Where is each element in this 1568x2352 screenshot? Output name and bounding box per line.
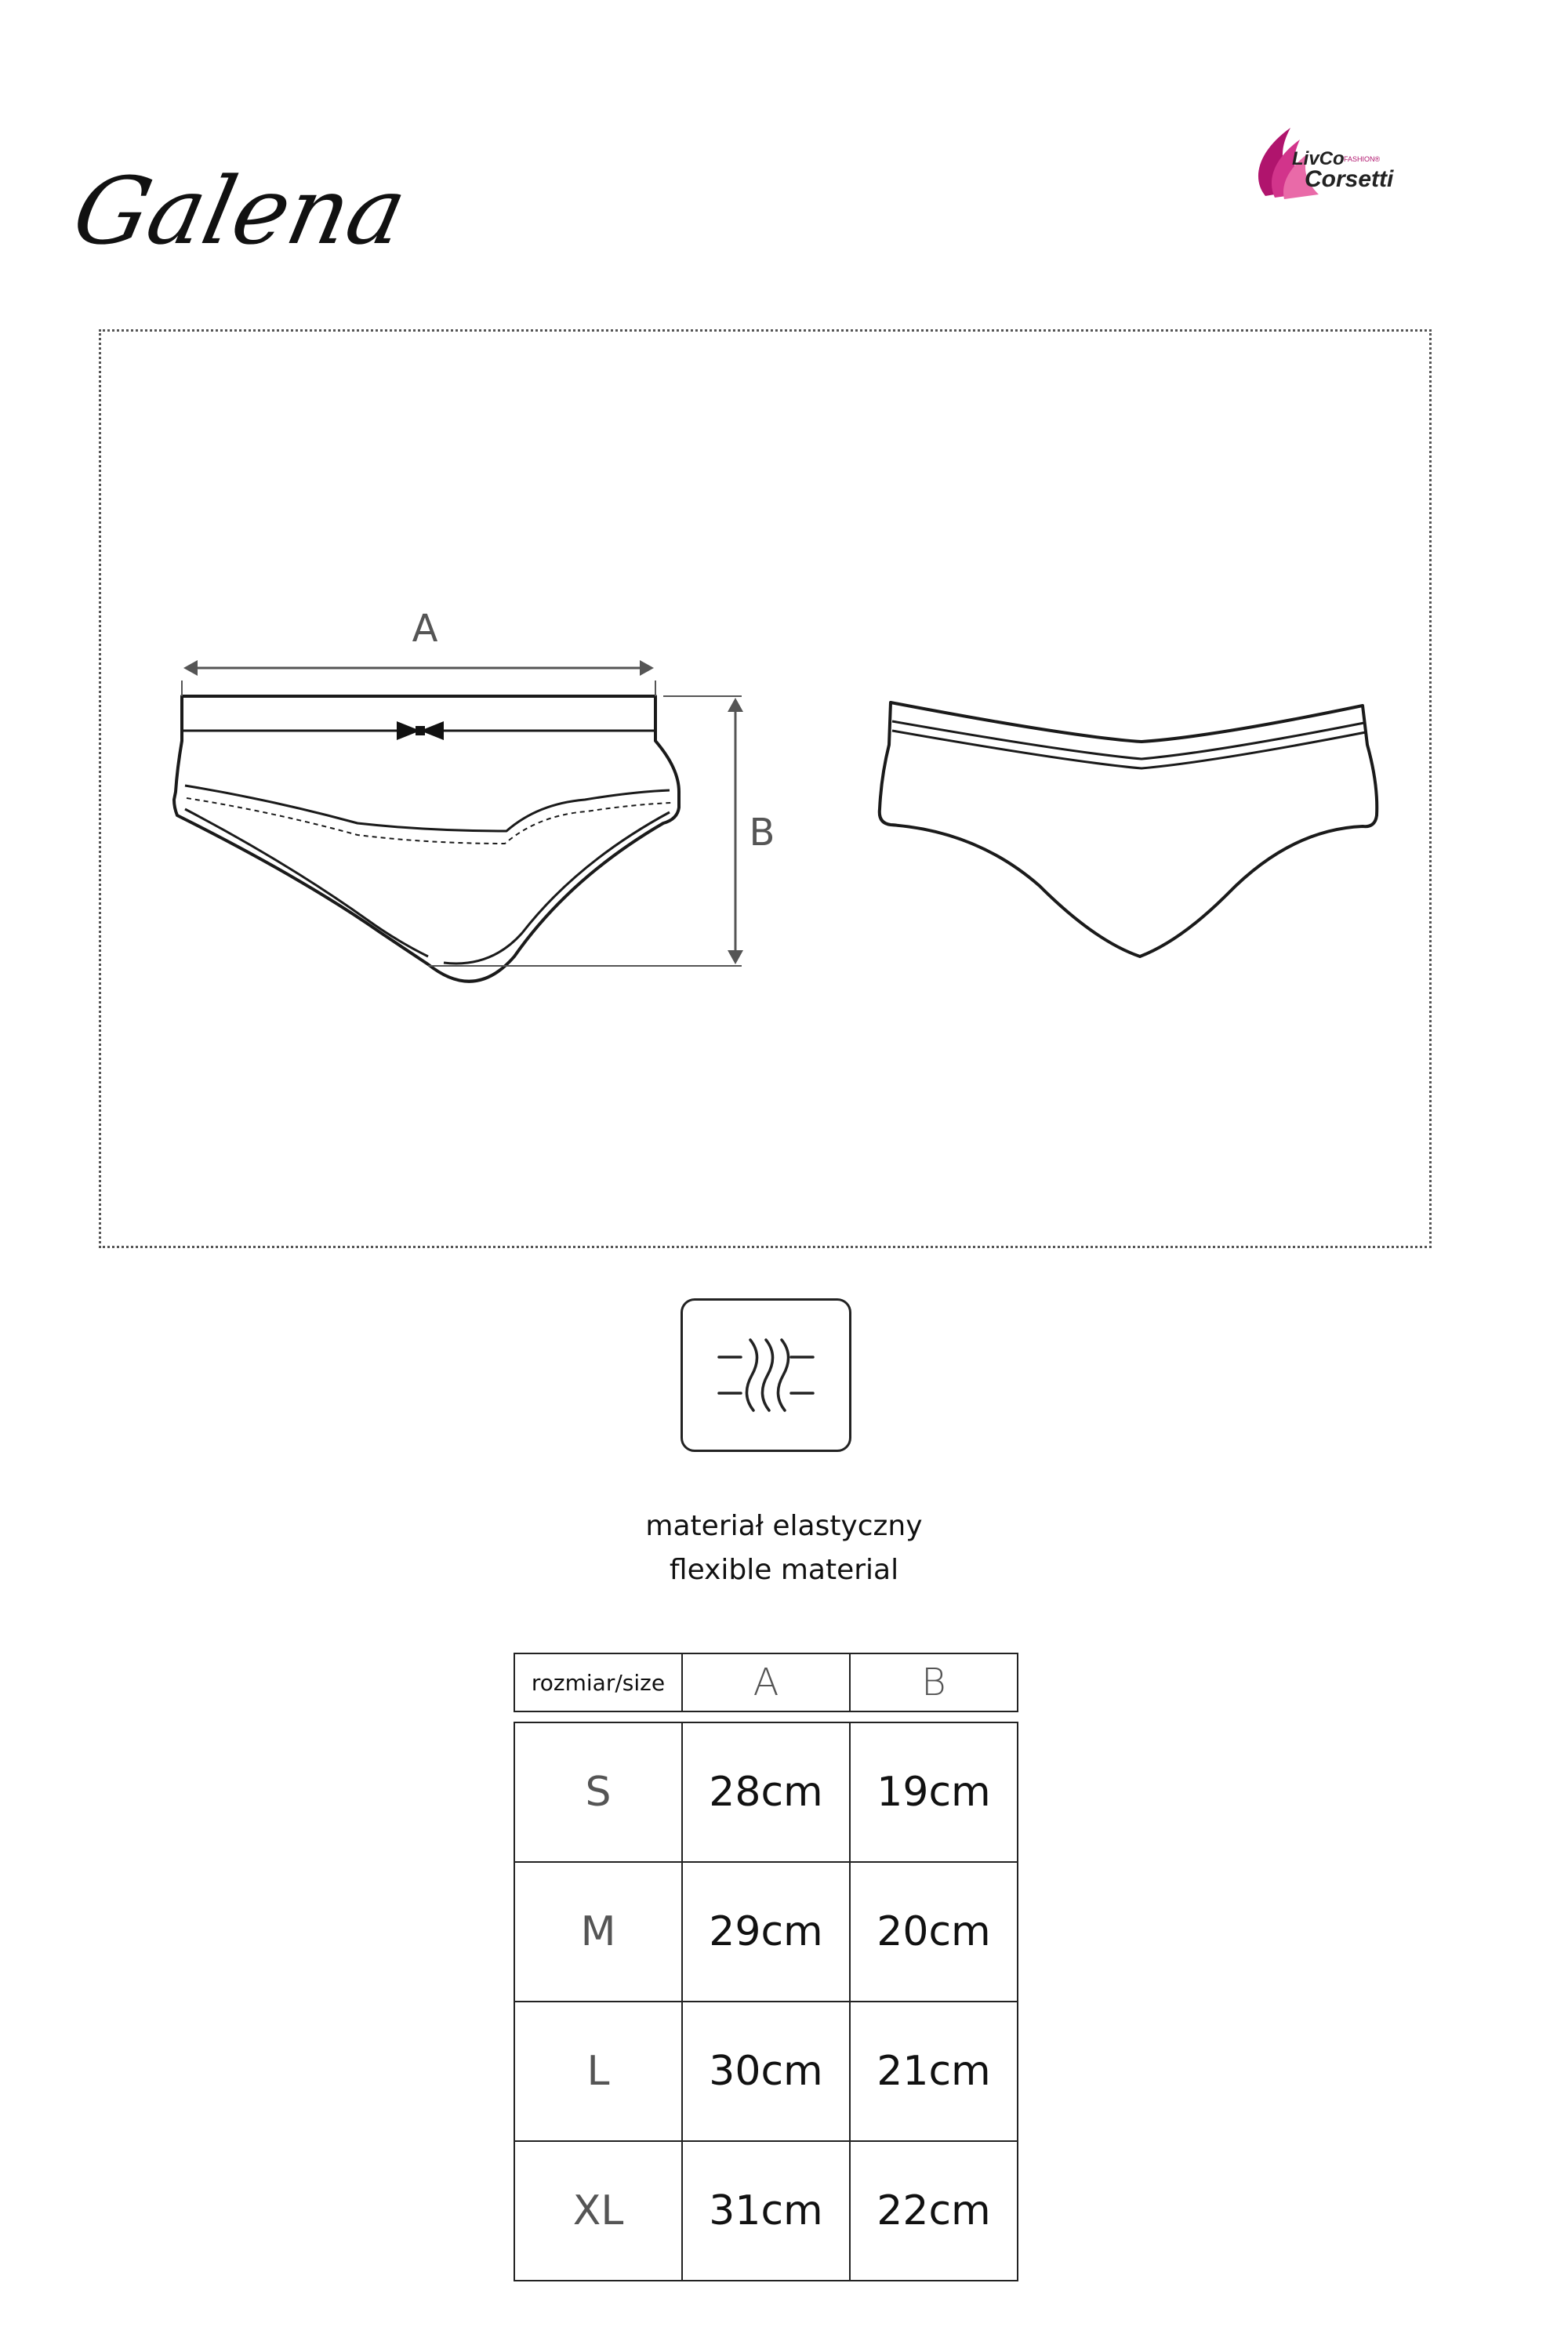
garment-drawings [99, 329, 1432, 1248]
back-view-drawing [880, 702, 1377, 956]
table-row [514, 1722, 1018, 1862]
b-value-cell: 22cm [850, 2141, 1018, 2281]
size-cell: L [514, 2002, 682, 2141]
a-value-cell: 28cm [682, 1722, 850, 1862]
dimension-b-label: B [749, 811, 775, 855]
svg-text:Corsetti: Corsetti [1305, 166, 1394, 192]
stretch-fabric-icon [683, 1301, 849, 1450]
table-row [514, 2141, 1018, 2281]
a-value-cell: 30cm [682, 2002, 850, 2141]
feature-label-en: flexible material [669, 1554, 899, 1586]
svg-text:LivCo: LivCo [1292, 148, 1345, 169]
size-cell: S [514, 1722, 682, 1862]
table-row [514, 1862, 1018, 2002]
product-name-title [64, 118, 416, 290]
a-value-cell: 31cm [682, 2141, 850, 2281]
b-column-header: B [850, 1653, 1018, 1711]
b-value-cell: 21cm [850, 2002, 1018, 2141]
dimension-a [182, 660, 655, 696]
size-column-header: rozmiar/size [514, 1653, 682, 1711]
size-cell: XL [514, 2141, 682, 2281]
b-value-cell: 19cm [850, 1722, 1018, 1862]
size-cell: M [514, 1862, 682, 2002]
svg-text:FASHION®: FASHION® [1344, 155, 1381, 163]
b-value-cell: 20cm [850, 1862, 1018, 2002]
table-row [514, 2002, 1018, 2141]
svg-text:Galena: Galena [64, 158, 416, 266]
size-table-header [514, 1653, 1018, 1712]
front-view-drawing [174, 696, 679, 982]
brand-logo [1243, 116, 1416, 206]
bow-icon [397, 721, 444, 740]
dimension-a-label: A [412, 607, 438, 651]
a-column-header: A [682, 1653, 850, 1711]
size-table [514, 1722, 1018, 2281]
feature-label-pl: materiał elastyczny [645, 1510, 923, 1542]
flexible-material-icon-box [681, 1298, 851, 1452]
a-value-cell: 29cm [682, 1862, 850, 2002]
